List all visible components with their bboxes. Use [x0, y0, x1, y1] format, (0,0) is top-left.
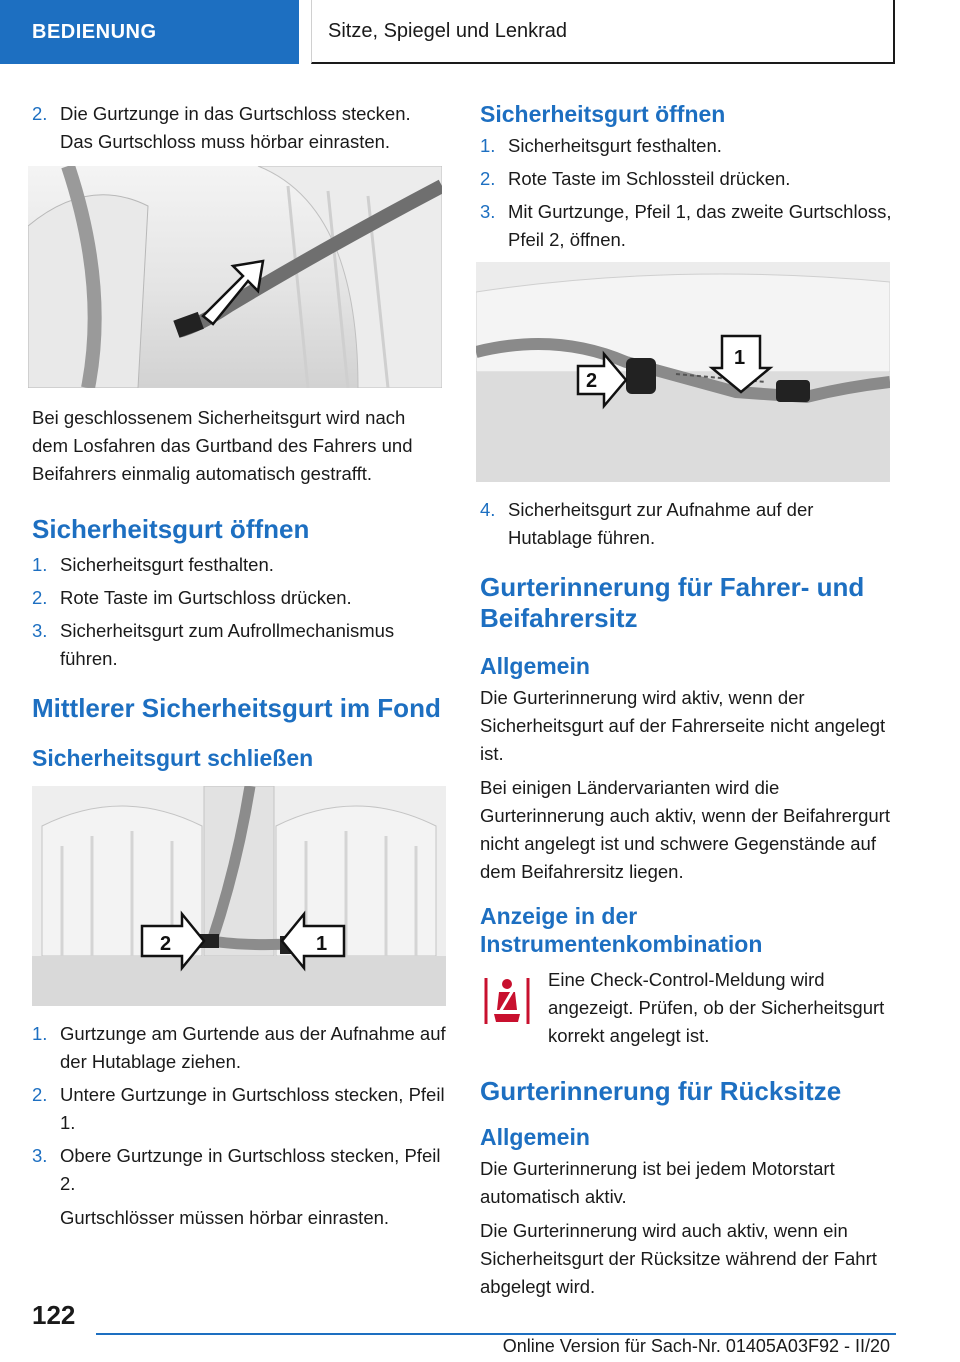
step-number: 2.: [32, 103, 48, 124]
reminder-driver-paragraph: Die Gurterinnerung wird aktiv, wenn der Sicherheitsgurt auf der Fahrerseite nicht angelegt ist.: [480, 687, 886, 764]
open-middle-step-list: [480, 132, 892, 254]
step-text: Die Gurtzunge in das Gurtschloss stecken. Das Gurtschloss muss hörbar einrasten.: [60, 103, 411, 152]
online-version-text: Online Version für Sach-Nr. 01405A03F92 - II/20: [502, 1336, 890, 1356]
list-item: [32, 551, 446, 579]
intro-step-list: [32, 100, 446, 156]
tightening-paragraph: Bei geschlossenem Sicherheitsgurt wird nach dem Losfahren das Gurtband des Fahrers und Beifahrers einmalig automatisch gestrafft.: [32, 407, 413, 484]
check-control-paragraph: Eine Check-Control-Meldung wird angezeigt. Prüfen, ob der Sicherheitsgurt korrekt angelegt ist.: [548, 969, 885, 1046]
seatbelt-warning-icon: [480, 974, 534, 1028]
heading-general-2: Allgemein: [480, 1124, 590, 1150]
step-text: Obere Gurtzunge in Gurtschloss stecken, Pfeil 2.: [60, 1145, 441, 1194]
section-tab: [0, 0, 299, 64]
latch-note: Gurtschlösser müssen hörbar einrasten.: [60, 1207, 390, 1228]
step-number: 2.: [32, 1084, 48, 1105]
list-item: [32, 1142, 446, 1198]
list-item: [480, 165, 892, 193]
list-item: [480, 198, 892, 254]
heading-close-belt: Sicherheitsgurt schließen: [32, 745, 314, 771]
footer-divider: [96, 1333, 896, 1335]
seatbelt-buckle-photo: [28, 166, 442, 388]
step-number: 2.: [32, 587, 48, 608]
step-number: 1.: [32, 1023, 48, 1044]
list-item: [32, 584, 446, 612]
step-text: Untere Gurtzunge in Gurtschloss stecken, Pfeil 1.: [60, 1084, 445, 1133]
rear-seat-photo: [32, 786, 446, 1006]
figure-label-1: 1: [316, 933, 328, 955]
buckle-release-illustration: [476, 262, 890, 482]
step-number: 3.: [480, 201, 496, 222]
rear-reminder-paragraph-2: Die Gurterinnerung wird auch aktiv, wenn ein Sicherheitsgurt der Rücksitze während der Fahrt abgelegt wird.: [480, 1220, 877, 1297]
seatbelt-buckle-illustration: [28, 166, 442, 388]
step-text: Mit Gurtzunge, Pfeil 1, das zweite Gurtschloss, Pfeil 2, öffnen.: [508, 201, 892, 250]
step-number: 1.: [480, 135, 496, 156]
reminder-passenger-paragraph: Bei einigen Ländervarianten wird die Gurterinnerung auch aktiv, wenn der Beifahrergurt nicht angelegt ist und schwere Gegenstände auf dem Beifahrersitz liegen.: [480, 777, 890, 882]
heading-general-1: Allgemein: [480, 653, 590, 679]
list-item: [32, 100, 446, 156]
figure-label-1: 1: [734, 347, 746, 369]
chapter-header: [311, 0, 895, 64]
buckle-release-photo: [476, 262, 890, 482]
heading-reminder-rear: Gurterinnerung für Rücksitze: [480, 1076, 842, 1106]
chapter-title: Sitze, Spiegel und Lenkrad: [328, 19, 568, 42]
heading-instrument-display: Anzeige in der Instrumentenkombination: [480, 903, 763, 957]
step-number: 2.: [480, 168, 496, 189]
heading-middle-belt: Mittlerer Sicherheitsgurt im Fond: [32, 693, 441, 723]
step-number: 3.: [32, 620, 48, 641]
list-item: [32, 617, 446, 673]
step-number: 4.: [480, 499, 496, 520]
open-step-list: [32, 551, 446, 673]
list-item: [480, 496, 892, 552]
list-item: [480, 132, 892, 160]
heading-open-middle-belt: Sicherheitsgurt öffnen: [480, 101, 726, 127]
figure-label-2: 2: [160, 933, 172, 955]
left-column: [32, 100, 446, 1232]
step-number: 1.: [32, 554, 48, 575]
step-text: Sicherheitsgurt zur Aufnahme auf der Hutablage führen.: [508, 499, 814, 548]
step-text: Sicherheitsgurt festhalten.: [508, 135, 722, 156]
heading-reminder-front: Gurterinnerung für Fahrer- und Beifahrersitz: [480, 572, 865, 633]
step-text: Rote Taste im Schlossteil drücken.: [508, 168, 791, 189]
indicator-block: [480, 966, 892, 1050]
step-text: Sicherheitsgurt festhalten.: [60, 554, 274, 575]
step-number: 3.: [32, 1145, 48, 1166]
step4-list: [480, 496, 892, 552]
page-number: 122: [32, 1300, 76, 1330]
step-text: Sicherheitsgurt zum Aufrollmechanismus führen.: [60, 620, 395, 669]
heading-open-belt: Sicherheitsgurt öffnen: [32, 514, 310, 544]
right-column: [480, 100, 892, 1301]
rear-reminder-paragraph-1: Die Gurterinnerung ist bei jedem Motorstart automatisch aktiv.: [480, 1158, 835, 1207]
list-item: [32, 1020, 446, 1076]
step-text: Rote Taste im Gurtschloss drücken.: [60, 587, 352, 608]
list-item: [32, 1081, 446, 1137]
close-step-list: [32, 1020, 446, 1198]
step-text: Gurtzunge am Gurtende aus der Aufnahme auf der Hutablage ziehen.: [60, 1023, 446, 1072]
section-label: BEDIENUNG: [32, 20, 157, 43]
figure-label-2: 2: [586, 370, 598, 392]
rear-seat-illustration: [32, 786, 446, 1006]
